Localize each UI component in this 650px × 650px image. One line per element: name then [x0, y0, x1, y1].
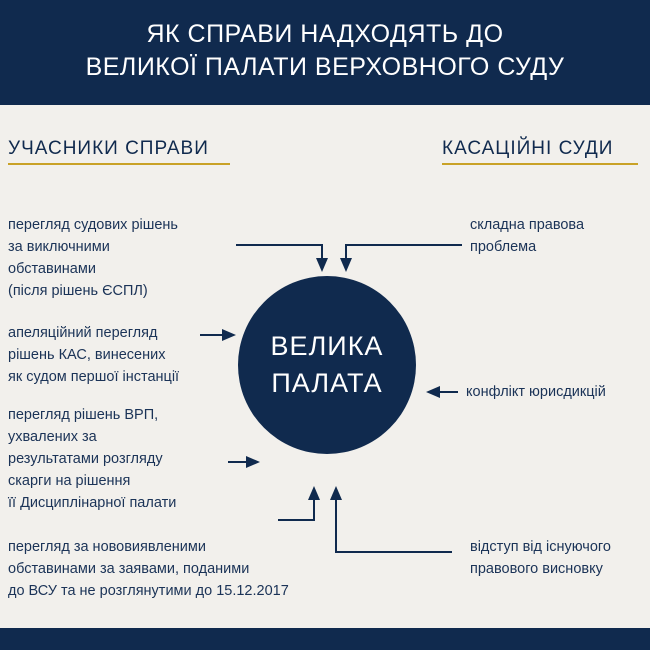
- arrow-bottom-left: [278, 486, 320, 520]
- page-title-line-1: ЯК СПРАВИ НАДХОДЯТЬ ДО: [146, 20, 504, 48]
- right-item-jurisdiction-conflict-line-1: конфлікт юрисдикцій: [466, 384, 606, 400]
- left-item-newly-discovered-line-1: перегляд за нововиявленими: [8, 539, 206, 555]
- right-item-departure-from-conclusion-line-2: правового висновку: [470, 561, 603, 577]
- arrow-bottom-right: [330, 486, 452, 552]
- section-heading-participants: [8, 138, 209, 165]
- header-banner: [0, 0, 650, 105]
- section-heading-cassation-courts: [442, 138, 613, 165]
- left-item-appeal-kas-line-3: як судом першої інстанції: [8, 369, 180, 385]
- section-heading-participants-label: УЧАСНИКИ СПРАВИ: [8, 138, 209, 159]
- center-node-label: [271, 328, 384, 402]
- page-title: [0, 18, 650, 84]
- left-item-review-vrp-line-1: перегляд рішень ВРП,: [8, 407, 159, 423]
- left-item-review-vrp: [8, 404, 176, 514]
- left-item-review-exceptional-line-3: обставинами: [8, 261, 96, 277]
- right-item-complex-legal-problem: [470, 214, 584, 258]
- arrow-top-left: [236, 245, 328, 272]
- page-title-line-2: ВЕЛИКОЇ ПАЛАТИ ВЕРХОВНОГО СУДУ: [85, 53, 565, 81]
- left-item-review-exceptional-line-4: (після рішень ЄСПЛ): [8, 283, 148, 299]
- right-item-departure-from-conclusion: [470, 536, 611, 580]
- left-item-appeal-kas-line-2: рішень КАС, винесених: [8, 347, 166, 363]
- left-item-newly-discovered-line-3: до ВСУ та не розглянутими до 15.12.2017: [8, 583, 289, 599]
- center-node-grand-chamber: [238, 276, 416, 454]
- right-item-complex-legal-problem-line-2: проблема: [470, 239, 537, 255]
- arrow-left-review-vrp: [228, 456, 260, 468]
- right-item-departure-from-conclusion-line-1: відступ від існуючого: [470, 539, 611, 555]
- left-item-newly-discovered: [8, 536, 289, 602]
- arrow-right-jurisdiction: [426, 386, 458, 398]
- left-item-review-exceptional-line-2: за виключними: [8, 239, 110, 255]
- section-heading-cassation-courts-label: КАСАЦІЙНІ СУДИ: [442, 138, 614, 159]
- left-item-review-vrp-line-5: її Дисциплінарної палати: [8, 495, 177, 511]
- footer-bar: [0, 628, 650, 650]
- left-item-appeal-kas: [8, 322, 179, 388]
- left-item-newly-discovered-line-2: обставинами за заявами, поданими: [8, 561, 250, 577]
- left-item-appeal-kas-line-1: апеляційний перегляд: [8, 325, 158, 341]
- section-heading-participants-underline: [8, 163, 230, 165]
- left-item-review-exceptional-line-1: перегляд судових рішень: [8, 217, 178, 233]
- left-item-review-exceptional: [8, 214, 178, 302]
- center-node-label-line-1: ВЕЛИКА: [270, 331, 384, 361]
- center-node-label-line-2: ПАЛАТА: [271, 368, 383, 398]
- arrow-top-right: [340, 245, 462, 272]
- left-item-review-vrp-line-4: скарги на рішення: [8, 473, 131, 489]
- right-item-jurisdiction-conflict: [466, 381, 606, 403]
- left-item-review-vrp-line-3: результатами розгляду: [8, 451, 163, 467]
- right-item-complex-legal-problem-line-1: складна правова: [470, 217, 585, 233]
- left-item-review-vrp-line-2: ухвалених за: [8, 429, 97, 445]
- arrow-left-appeal-kas: [200, 329, 236, 341]
- section-heading-cassation-courts-underline: [442, 163, 638, 165]
